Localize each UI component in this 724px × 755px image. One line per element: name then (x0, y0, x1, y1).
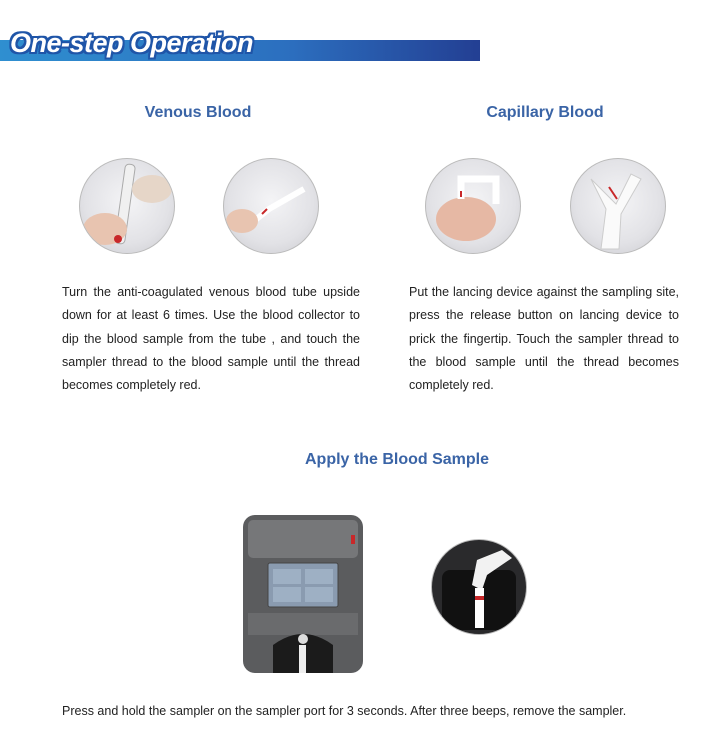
capillary-image-sampler (570, 158, 666, 254)
capillary-instructions: Put the lancing device against the sampling site, press the release button on lancing device to prick the fingertip. Touch the sampler thread to the blood sample until the thread becomes completely red. (409, 285, 679, 393)
venous-image-sampler (223, 158, 319, 254)
apply-heading: Apply the Blood Sample (304, 451, 490, 468)
venous-heading: Venous Blood (144, 104, 252, 121)
venous-instructions: Turn the anti-coagulated venous blood tube upside down for at least 6 times. Use the blood collector to dip the blood sample from the tube , and touch the sampler thread to the blood sample until the thread becomes completely red. (62, 285, 360, 393)
analyzer-device-image (243, 515, 363, 673)
sampler-port-image (431, 539, 527, 635)
apply-instructions: Press and hold the sampler on the sampler port for 3 seconds. After three beeps, remove the sampler. (62, 704, 627, 718)
page-title: One-step Operation (10, 28, 254, 58)
venous-image-tube (79, 158, 175, 254)
capillary-heading: Capillary Blood (486, 104, 604, 121)
capillary-image-finger (425, 158, 521, 254)
